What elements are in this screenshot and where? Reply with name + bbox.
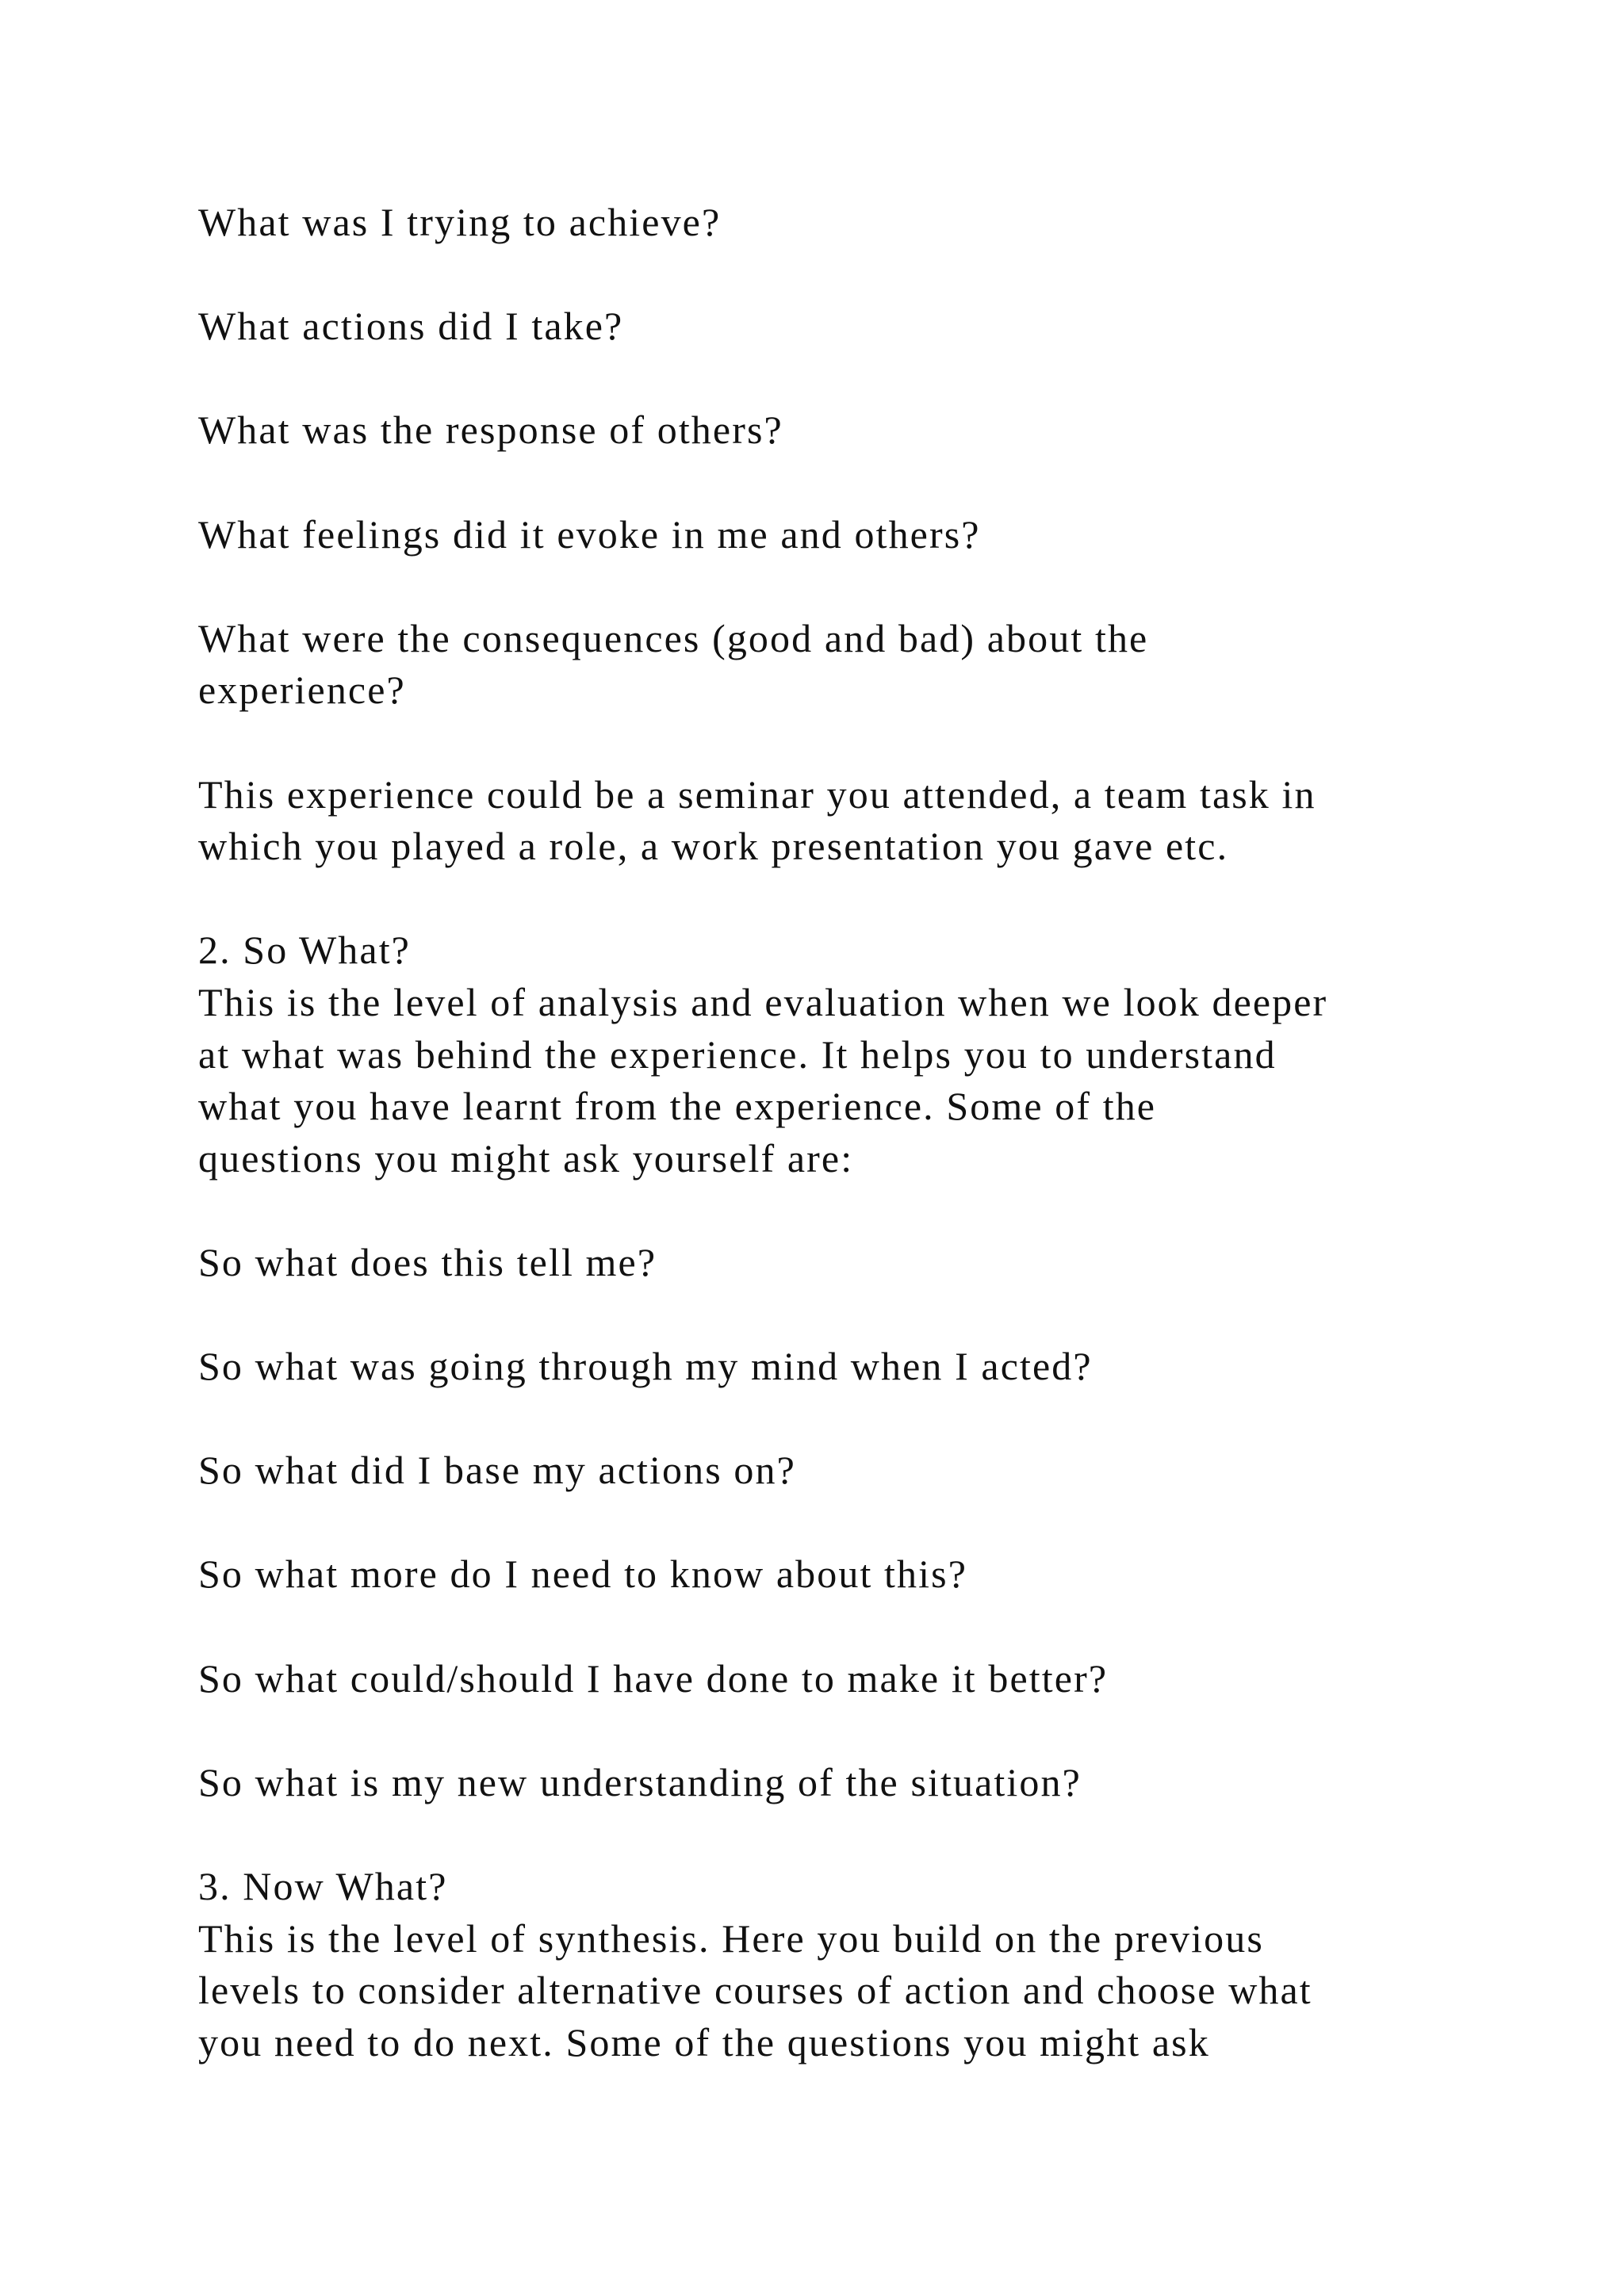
document-body: [198, 197, 1562, 2068]
text-line: experience?: [198, 668, 406, 713]
blank-line: [198, 1288, 1562, 1341]
text-line: So what does this tell me?: [198, 1239, 657, 1284]
text-line: you need to do next. Some of the questions you might ask: [198, 2019, 1210, 2064]
text-line: This is the level of analysis and evaluation when we look deeper: [198, 979, 1328, 1024]
text-line: which you played a role, a work presentation you gave etc.: [198, 824, 1229, 869]
text-line: levels to consider alternative courses of action and choose what: [198, 1968, 1312, 2013]
blank-line: [198, 1705, 1562, 1757]
text-line: So what was going through my mind when I acted?: [198, 1344, 1093, 1389]
text-line: What feelings did it evoke in me and others?: [198, 511, 981, 557]
text-line: What was I trying to achieve?: [198, 200, 722, 244]
text-line: at what was behind the experience. It helps you to understand: [198, 1031, 1277, 1077]
text-line: This is the level of synthesis. Here you build on the previous: [198, 1915, 1264, 1961]
blank-line: [198, 353, 1562, 405]
text-line: what you have learnt from the experience. Some of the: [198, 1084, 1157, 1129]
text-line: So what did I base my actions on?: [198, 1448, 796, 1493]
blank-line: [198, 1808, 1562, 1861]
blank-line: [198, 1393, 1562, 1445]
blank-line: [198, 249, 1562, 301]
blank-line: [198, 1601, 1562, 1653]
text-line: So what is my new understanding of the situation?: [198, 1759, 1082, 1804]
text-line: What actions did I take?: [198, 304, 624, 349]
blank-line: [198, 717, 1562, 769]
blank-line: [198, 1184, 1562, 1237]
text-line: What were the consequences (good and bad) about the: [198, 615, 1149, 660]
blank-line: [198, 561, 1562, 613]
text-line: This experience could be a seminar you attended, a team task in: [198, 771, 1316, 817]
section-heading: 2. So What?: [198, 928, 411, 973]
text-line: So what more do I need to know about this?: [198, 1552, 967, 1597]
text-line: What was the response of others?: [198, 408, 783, 453]
text-line: So what could/should I have done to make it better?: [198, 1655, 1109, 1701]
section-heading: 3. Now What?: [198, 1864, 448, 1908]
text-line: questions you might ask yourself are:: [198, 1135, 854, 1181]
blank-line: [198, 873, 1562, 925]
blank-line: [198, 457, 1562, 509]
blank-line: [198, 1497, 1562, 1549]
